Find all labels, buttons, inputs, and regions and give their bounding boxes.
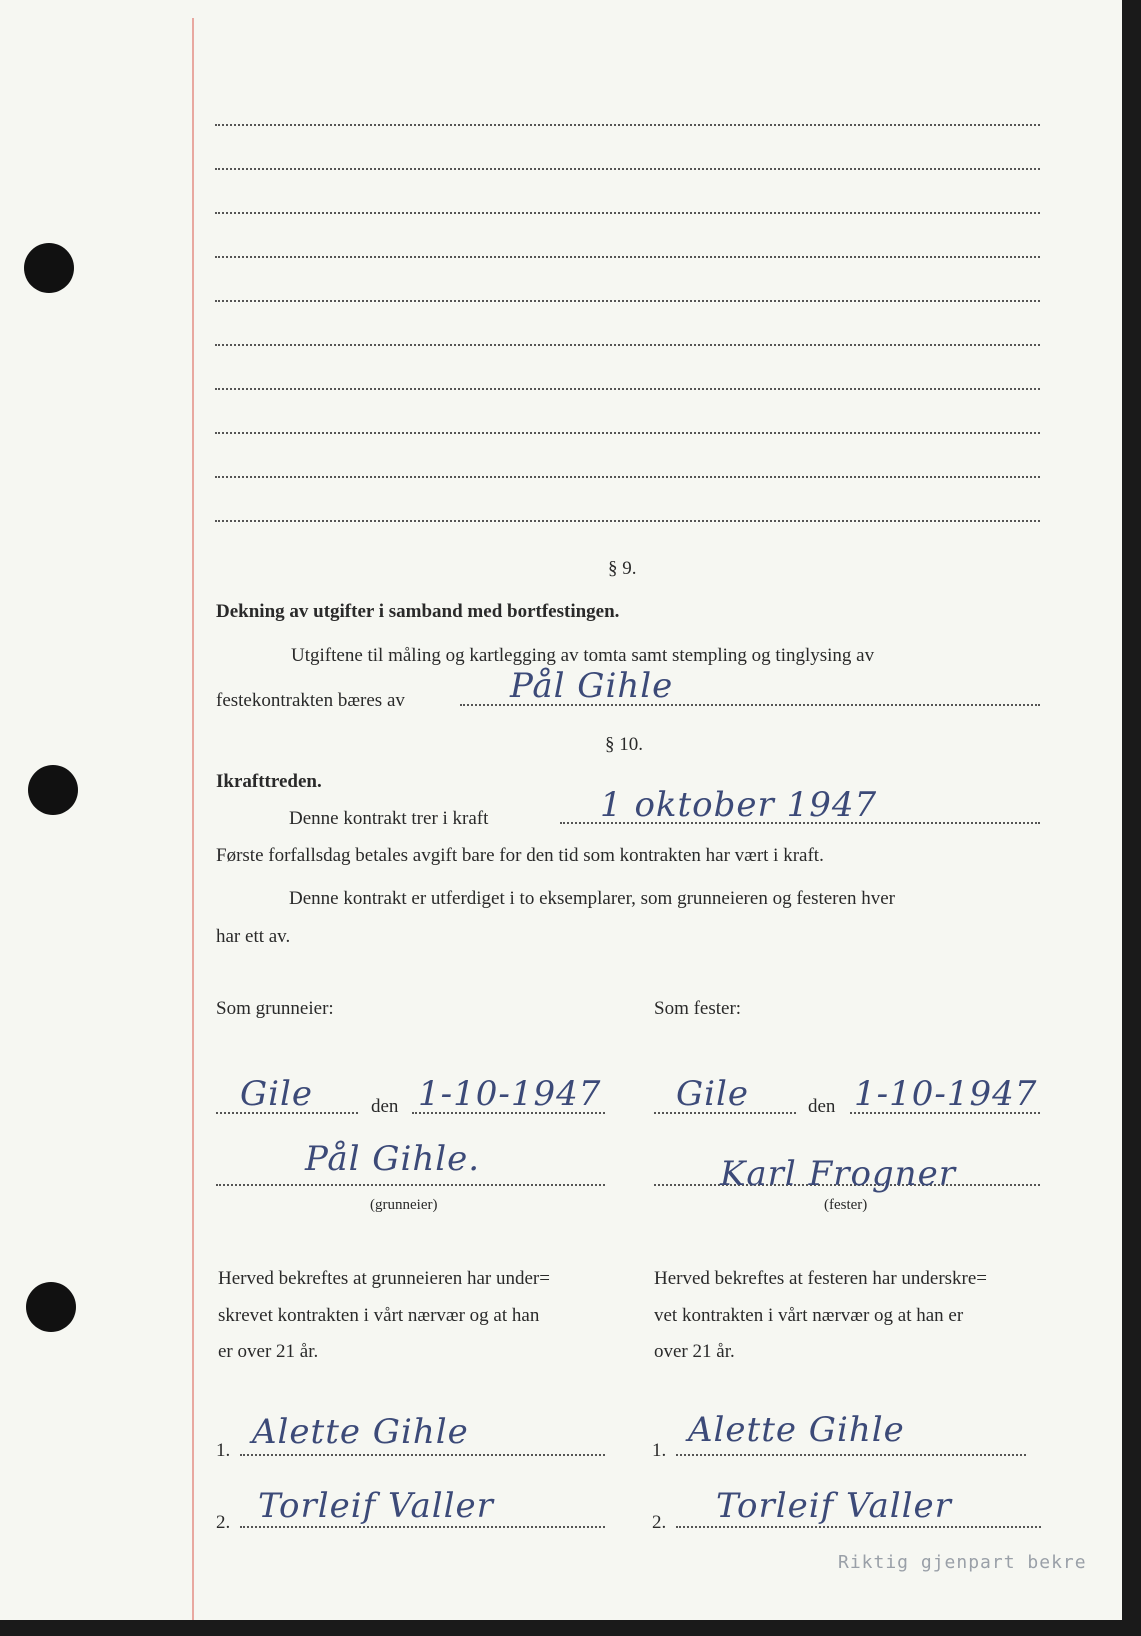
copies-line1: Denne kontrakt er utferdiget i to eksemplarer, som grunneieren og festeren hver <box>289 888 895 909</box>
tenant-witness-line2: vet kontrakten i vårt nærvær og at han er <box>654 1305 964 1326</box>
tenant-den: den <box>808 1096 836 1117</box>
certified-copy-stamp: Riktig gjenpart bekre <box>838 1552 1087 1573</box>
landowner-witness1-number: 1. <box>216 1440 231 1461</box>
effective-label: Denne kontrakt trer i kraft <box>289 808 489 829</box>
landowner-date-handwritten: 1-10-1947 <box>418 1074 602 1114</box>
blank-line <box>215 300 1040 302</box>
tenant-witness2-line <box>676 1526 1041 1528</box>
blank-line <box>215 124 1040 126</box>
tenant-role-label: Som fester: <box>654 998 742 1019</box>
landowner-witness-line3: er over 21 år. <box>218 1341 319 1362</box>
tenant-signature: Karl Frogner <box>720 1154 956 1194</box>
landowner-role-label: Som grunneier: <box>216 998 334 1019</box>
blank-line <box>215 168 1040 170</box>
tenant-witness-line3: over 21 år. <box>654 1341 735 1362</box>
blank-line <box>215 388 1040 390</box>
landowner-den: den <box>371 1096 399 1117</box>
tenant-date-handwritten: 1-10-1947 <box>854 1074 1038 1114</box>
tenant-witness2-signature: Torleif Valler <box>716 1486 952 1526</box>
section-9-payer-label: festekontrakten bæres av <box>216 690 405 711</box>
blank-line <box>215 256 1040 258</box>
tenant-witness1-signature: Alette Gihle <box>688 1410 905 1450</box>
landowner-caption: (grunneier) <box>370 1197 438 1213</box>
punch-hole-middle <box>28 765 78 815</box>
landowner-witness1-line <box>240 1454 605 1456</box>
copies-line2: har ett av. <box>216 926 291 947</box>
landowner-witness-line1: Herved bekreftes at grunneieren har under= <box>218 1268 550 1289</box>
landowner-witness-line2: skrevet kontrakten i vårt nærvær og at han <box>218 1305 540 1326</box>
tenant-witness-line1: Herved bekreftes at festeren har underskre= <box>654 1268 988 1289</box>
blank-line <box>215 212 1040 214</box>
section-9-heading: Dekning av utgifter i samband med bortfestingen. <box>216 601 620 622</box>
landowner-witness2-number: 2. <box>216 1512 231 1533</box>
section-9-number: § 9. <box>608 558 637 579</box>
payer-handwritten: Pål Gihle <box>510 666 674 706</box>
first-due-line: Første forfallsdag betales avgift bare for den tid som kontrakten har vært i kraft. <box>216 845 824 866</box>
landowner-place-handwritten: Gile <box>240 1074 314 1114</box>
landowner-witness2-signature: Torleif Valler <box>258 1486 494 1526</box>
tenant-witness1-number: 1. <box>652 1440 667 1461</box>
blank-line <box>215 432 1040 434</box>
punch-hole-top <box>24 243 74 293</box>
section-10-heading: Ikrafttreden. <box>216 771 322 792</box>
effective-date-handwritten: 1 oktober 1947 <box>600 785 878 825</box>
punch-hole-bottom <box>26 1282 76 1332</box>
landowner-witness1-signature: Alette Gihle <box>252 1412 469 1452</box>
tenant-place-handwritten: Gile <box>676 1074 750 1114</box>
landowner-signature-line <box>216 1184 605 1186</box>
blank-line <box>215 476 1040 478</box>
margin-rule <box>192 18 194 1620</box>
blank-line <box>215 344 1040 346</box>
tenant-caption: (fester) <box>824 1197 868 1213</box>
section-10-number: § 10. <box>605 734 643 755</box>
tenant-witness2-number: 2. <box>652 1512 667 1533</box>
blank-line <box>215 520 1040 522</box>
tenant-witness1-line <box>676 1454 1026 1456</box>
section-9-text-line1: Utgiftene til måling og kartlegging av tomta samt stempling og tinglysing av <box>291 645 875 666</box>
landowner-witness2-line <box>240 1526 605 1528</box>
landowner-signature: Pål Gihle. <box>305 1139 481 1179</box>
